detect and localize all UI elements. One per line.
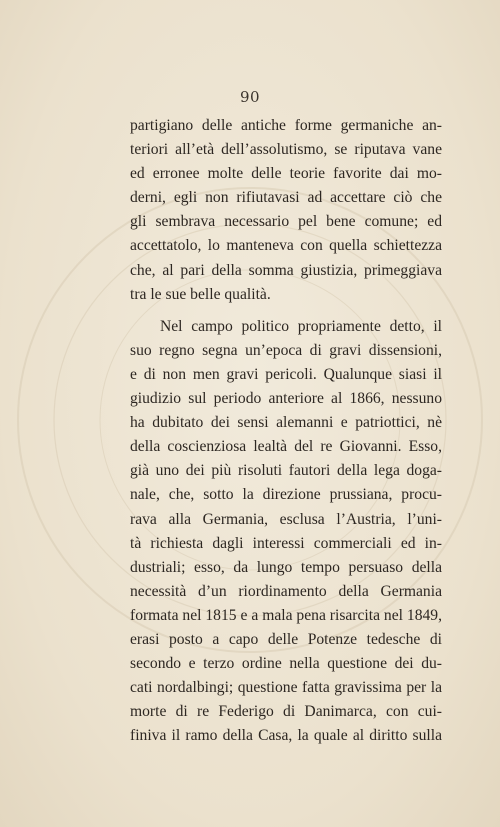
text-line: della coscienziosa lealtà del re Giovanni. Esso, [130, 438, 442, 456]
text-line: cati nordalbingi; questione fatta gravissima per la [130, 679, 442, 697]
text-line: gli sembrava necessario pel bene comune; ed [130, 213, 442, 231]
text-line: ha dubitato dei sensi alemanni e patriottici, nè [130, 414, 442, 432]
text-line: finiva il ramo della Casa, la quale al diritto sulla [130, 727, 442, 745]
text-line: giudizio sul periodo anteriore al 1866, nessuno [130, 390, 442, 408]
text-line: erasi posto a capo delle Potenze tedesche di [130, 630, 442, 648]
paragraph-2 [130, 315, 442, 749]
text-line: Nel campo politico propriamente detto, il [160, 317, 442, 335]
text-line: che, al pari della somma giustizia, primeggiava [130, 261, 442, 279]
text-line: tra le sue belle qualità. [130, 285, 271, 303]
text-line: dustriali; esso, da lungo tempo persuaso della [130, 558, 442, 576]
text-line: derni, egli non rifiutavasi ad accettare ciò che [130, 189, 442, 207]
text-line: partigiano delle antiche forme germaniche an- [130, 117, 442, 134]
paragraph-1 [130, 114, 442, 307]
text-line: nale, che, sotto la direzione prussiana, procu- [130, 486, 442, 504]
text-line: teriori all’età dell’assolutismo, se riputava vane [130, 141, 442, 159]
text-line: secondo e terzo ordine nella questione dei du- [130, 655, 442, 673]
text-line: già uno dei più risoluti fautori della lega doga- [130, 462, 442, 480]
text-line: accettatolo, lo manteneva con quella schiettezza [130, 237, 442, 255]
text-line: formata nel 1815 e a mala pena risarcita nel 1849, [130, 606, 442, 624]
text-line: rava alla Germania, esclusa l’Austria, l’uni- [130, 510, 442, 528]
text-line: tà richiesta dagli interessi commerciali ed in- [130, 534, 442, 552]
page-number: 90 [239, 88, 261, 106]
text-line: necessità d’un riordinamento della Germania [130, 582, 442, 600]
text-line: suo regno segna un’epoca di gravi dissensioni, [130, 341, 442, 359]
body-text [130, 114, 442, 748]
text-line: morte di re Federigo di Danimarca, con cui- [130, 703, 442, 721]
text-line: ed erronee molte delle teorie favorite dai mo- [130, 165, 442, 183]
text-line: e di non men gravi pericoli. Qualunque siasi il [130, 365, 442, 383]
